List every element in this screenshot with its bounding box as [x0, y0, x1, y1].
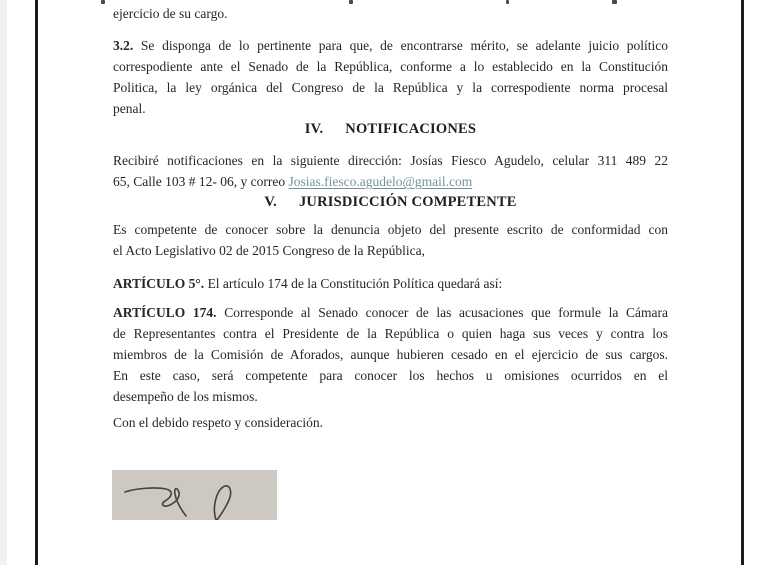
paragraph-cierre-line: Con el debido respeto y consideración.: [113, 415, 323, 430]
signature-background: [112, 470, 277, 520]
paragraph-competencia: [113, 219, 668, 261]
paragraph-articulo-174-line: de Representantes contra el Presidente de la República o quien haga sus veces y contra los: [113, 326, 668, 341]
paragraph-cierre: [113, 412, 668, 433]
heading-jurisdiccion-title: JURISDICCIÓN COMPETENTE: [298, 194, 517, 210]
paragraph-articulo-174-lead: ARTÍCULO 174.: [113, 305, 217, 320]
heading-notificaciones: [113, 119, 668, 140]
paragraph-3-2-text: Se disponga de lo pertinente para que, de encontrarse mérito, se adelante juicio político: [140, 38, 668, 53]
paragraph-articulo-174-text: Corresponde al Senado conocer de las acusaciones que formule la Cámara: [224, 305, 668, 320]
heading-jurisdiccion: [113, 192, 668, 213]
clipped-text-fragment: [101, 0, 105, 4]
paragraph-articulo-5: [113, 273, 668, 294]
paragraph-3-2-number: 3.2.: [113, 38, 134, 53]
paragraph-articulo-5-text: El artículo 174 de la Constitución Política quedará así:: [207, 276, 503, 291]
paragraph-articulo-174-line: [113, 302, 668, 323]
paragraph-articulo-5-lead: ARTÍCULO 5°.: [113, 276, 205, 291]
paragraph-notificaciones: [113, 150, 668, 192]
scan-edge-strip: [0, 0, 7, 565]
heading-notificaciones-title: NOTIFICACIONES: [345, 121, 477, 137]
paragraph-3-2-line: correspodiente ante el Senado de la República, conforme a lo establecido en la Constitución: [113, 59, 668, 74]
paragraph-notificaciones-line: Recibiré notificaciones en la siguiente dirección: Josías Fiesco Agudelo, celular 311 489 22: [113, 153, 668, 168]
paragraph-3-2-line: penal.: [113, 101, 146, 116]
heading-jurisdiccion-number: V.: [264, 194, 277, 210]
paragraph-competencia-line: Es competente de conocer sobre la denuncia objeto del presente escrito de conformidad con: [113, 222, 668, 237]
paragraph-3-2-line: [113, 35, 668, 56]
paragraph-articulo-174: [113, 302, 668, 407]
page-border-right: [741, 0, 744, 565]
email-link[interactable]: Josias.fiesco.agudelo@gmail.com: [288, 174, 473, 189]
paragraph-3-2: [113, 35, 668, 119]
paragraph-intro-line: ejercicio de su cargo.: [113, 6, 228, 21]
paragraph-articulo-174-line: desempeño de los mismos.: [113, 389, 258, 404]
paragraph-3-2-line: Politica, la ley orgánica del Congreso de la República y la correspodiente norma procesal: [113, 80, 668, 95]
paragraph-intro: [113, 3, 668, 24]
heading-notificaciones-number: IV.: [304, 121, 324, 137]
paragraph-notificaciones-line: [113, 171, 668, 192]
page-border-left: [35, 0, 38, 565]
document-body: [113, 0, 668, 520]
paragraph-articulo-174-line: miembros de la Comisión de Aforados, aunque hubieren cesado en el ejercicio de sus cargos.: [113, 347, 668, 362]
paragraph-articulo-5-line: [113, 273, 668, 294]
paragraph-notificaciones-text: 65, Calle 103 # 12- 06, y correo: [113, 174, 289, 189]
paragraph-articulo-174-line: En este caso, será competente para conocer los hechos u omisiones ocurridos en el: [113, 368, 668, 383]
paragraph-competencia-line: el Acto Legislativo 02 de 2015 Congreso de la República,: [113, 243, 425, 258]
signature-image: [112, 470, 277, 520]
